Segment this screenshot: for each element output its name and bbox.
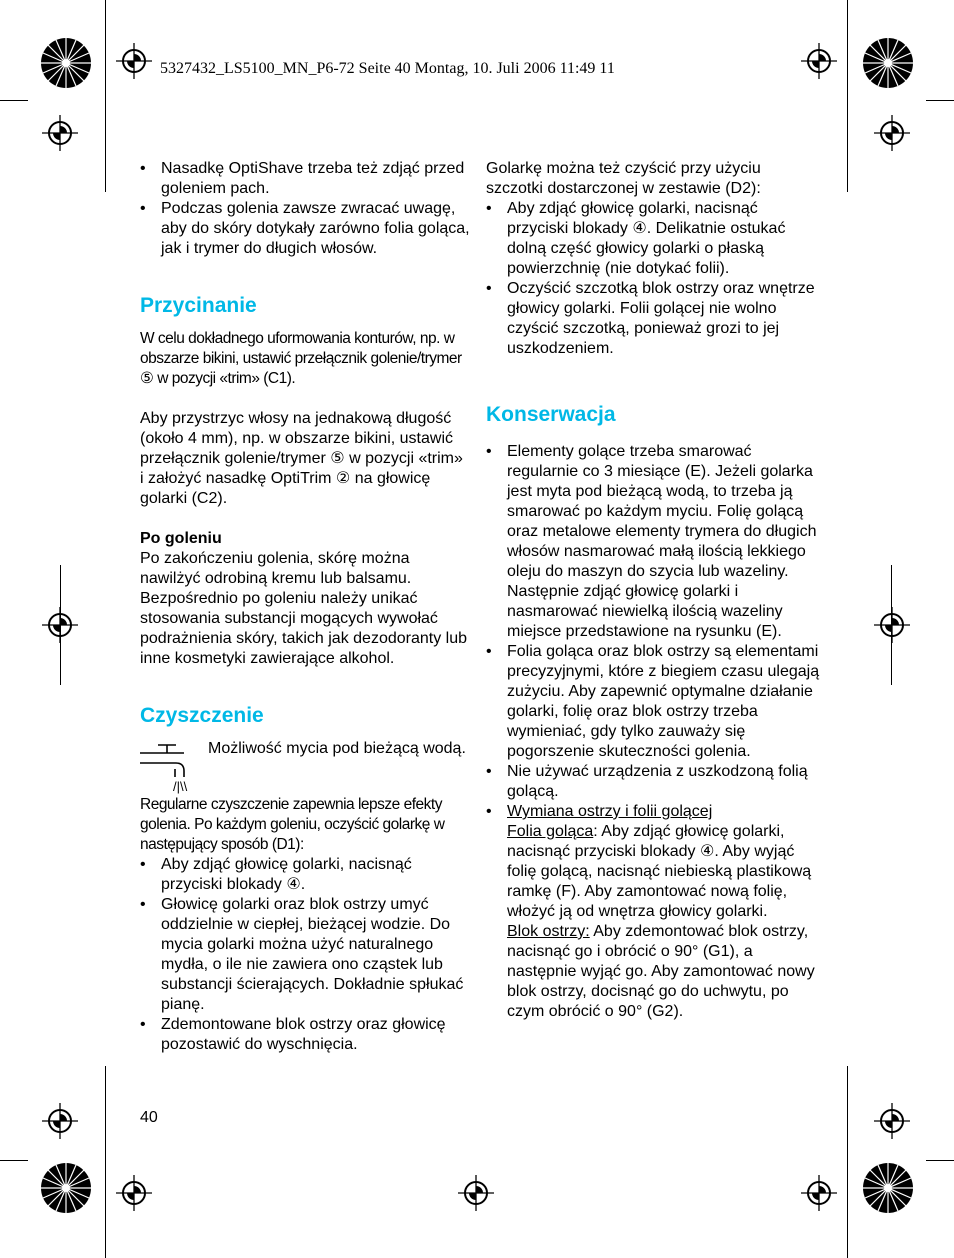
color-calibration-starburst-icon	[862, 1162, 914, 1214]
running-water-icon	[140, 739, 198, 797]
list-item: • Nasadkę OptiShave trzeba też zdjąć przed goleniem pach.	[140, 160, 465, 197]
section-title-czyszczenie: Czyszczenie	[140, 704, 264, 727]
list-item: • Folia goląca oraz blok ostrzy są elementami precyzyjnymi, które z biegiem czasu ulegają zużyciu. Aby zapewnić optymalne działanie golarki, folię oraz blok ostrzy trzeba wymieniać, gdy tylko zauważy się pogorszenie skuteczności golenia.	[486, 643, 820, 760]
cutter-label: Blok ostrzy:	[507, 923, 590, 940]
crop-line	[926, 100, 954, 101]
crop-line	[847, 1066, 848, 1258]
foil-text: : Aby zdjąć głowicę golarki, nacisnąć przyciski blokady ④. Aby wyjąć folię golącą, nacisnąć niebieską plastikową ramkę (F). Aby zamontować nową folię, włożyć ją od wnętrza głowicy golarki.	[507, 823, 812, 920]
color-calibration-starburst-icon	[862, 37, 914, 89]
crop-line	[0, 100, 28, 101]
registration-mark-icon	[874, 607, 910, 643]
replacement-heading: Wymiana ostrzy i folii golącej	[507, 803, 713, 820]
przycinanie-paragraph-1: W celu dokładnego uformowania konturów, np. w obszarze bikini, ustawić przełącznik golenie/trymer ⑤ w pozycji «trim» (C1).	[140, 330, 462, 387]
list-item: • Podczas golenia zawsze zwracać uwagę, aby do skóry dotykały zarówno folia goląca, jak i trymer do długich włosów.	[140, 200, 470, 257]
list-item: • Głowicę golarki oraz blok ostrzy umyć oddzielnie w ciepłej, bieżącej wodzie. Do mycia golarki można użyć naturalnego mydła, o ile nie zawiera ono cząstek lub substancji ścierających. Dokładnie spłukać pianę.	[140, 896, 464, 1013]
crop-line	[105, 1066, 106, 1258]
wash-note	[140, 739, 470, 797]
list-item: • Aby zdjąć głowicę golarki, nacisnąć przyciski blokady ④.	[140, 856, 412, 893]
wash-note-text: Możliwość mycia pod bieżącą wodą.	[208, 740, 466, 757]
list-item: • Zdemontowane blok ostrzy oraz głowicę pozostawić do wyschnięcia.	[140, 1016, 446, 1053]
crop-line	[926, 1160, 954, 1161]
right-column	[486, 159, 821, 1022]
page-number: 40	[140, 1109, 158, 1126]
czyszczenie-bullet-list	[140, 855, 470, 1055]
left-column	[140, 159, 470, 1055]
cutter-text: Aby zdemontować blok ostrzy, nacisnąć go i obrócić o 90° (G1), a następnie wyjąć go. Aby zamontować nowy blok ostrzy, docisnąć go do uchwytu, po czym obrócić o 90° (G2).	[507, 923, 815, 1020]
list-item: • Nie używać urządzenia z uszkodzoną folią golącą.	[486, 763, 808, 800]
subheading-po-goleniu: Po goleniu	[140, 530, 222, 547]
crop-line	[105, 0, 106, 192]
registration-mark-icon	[42, 115, 78, 151]
intro-bullet-list	[140, 159, 470, 259]
registration-mark-icon	[801, 1175, 837, 1211]
foil-label: Folia goląca	[507, 823, 594, 840]
print-header: 5327432_LS5100_MN_P6-72 Seite 40 Montag, 10. Juli 2006 11:49 11	[160, 60, 615, 77]
brush-intro: Golarkę można też czyścić przy użyciu szczotki dostarczonej w zestawie (D2):	[486, 160, 761, 197]
registration-mark-icon	[801, 43, 837, 79]
registration-mark-icon	[116, 1175, 152, 1211]
color-calibration-starburst-icon	[40, 37, 92, 89]
przycinanie-paragraph-2: Aby przystrzyc włosy na jednakową długość (około 4 mm), np. w obszarze bikini, ustawić przełącznik golenie/trymer ⑤ w pozycji «trim» i założyć nasadkę OptiTrim ② na głowicę golarki (C2).	[140, 410, 463, 507]
crop-line	[0, 1160, 28, 1161]
konserwacja-bullet-list	[486, 442, 821, 1022]
registration-mark-icon	[874, 115, 910, 151]
po-goleniu-paragraph: Po zakończeniu golenia, skórę można nawilżyć odrobiną kremu lub balsamu. Bezpośrednio po goleniu należy unikać stosowania substancji mogących wywołać podrażnienia skóry, takich jak dezodoranty lub inne kosmetyki zawierające alkohol.	[140, 550, 467, 667]
list-item: • Aby zdjąć głowicę golarki, nacisnąć przyciski blokady ④. Delikatnie ostukać dolną część głowicy golarki o płaską powierzchnię (nie dotykać folii).	[486, 200, 786, 277]
list-item-replacement: • Wymiana ostrzy i folii golącej Folia goląca: Aby zdjąć głowicę golarki, nacisnąć przyciski blokady ④. Aby wyjąć folię golącą, nacisnąć niebieską plastikową ramkę (F). Aby zamontować nową folię, włożyć ją od wnętrza głowicy golarki. Blok ostrzy: Aby zdemontować blok ostrzy, nacisnąć go i obrócić o 90° (G1), a następnie wyjąć go. Aby zamontować nowy blok ostrzy, docisnąć go do uchwytu, po czym obrócić o 90° (G2).	[486, 803, 815, 1020]
registration-mark-icon	[458, 1175, 494, 1211]
registration-mark-icon	[42, 1103, 78, 1139]
section-title-przycinanie: Przycinanie	[140, 294, 257, 317]
registration-mark-icon	[42, 607, 78, 643]
registration-mark-icon	[116, 43, 152, 79]
section-title-konserwacja: Konserwacja	[486, 403, 616, 426]
brush-bullet-list	[486, 199, 821, 359]
list-item: • Oczyścić szczotką blok ostrzy oraz wnętrze głowicy golarki. Folii golącej nie wolno czyścić szczotką, ponieważ grozi to jej uszkodzeniem.	[486, 280, 815, 357]
color-calibration-starburst-icon	[40, 1162, 92, 1214]
list-item: • Elementy golące trzeba smarować regularnie co 3 miesiące (E). Jeżeli golarka jest myta pod bieżącą wodą, to trzeba ją smarować po każdym myciu. Folię golącą oraz metalowe elementy trymera do długich włosów nasmarować małą ilością lekkiego oleju do maszyn do szycia lub wazeliny. Następnie zdjąć głowicę golarki i nasmarować niewielką ilością wazeliny miejsce przedstawione na rysunku (E).	[486, 443, 817, 640]
svg-text:/|\\: /|\\	[173, 779, 188, 794]
czyszczenie-intro: Regularne czyszczenie zapewnia lepsze efekty golenia. Po każdym goleniu, oczyścić golarkę w następujący sposób (D1):	[140, 796, 445, 853]
registration-mark-icon	[874, 1103, 910, 1139]
crop-line	[847, 0, 848, 192]
